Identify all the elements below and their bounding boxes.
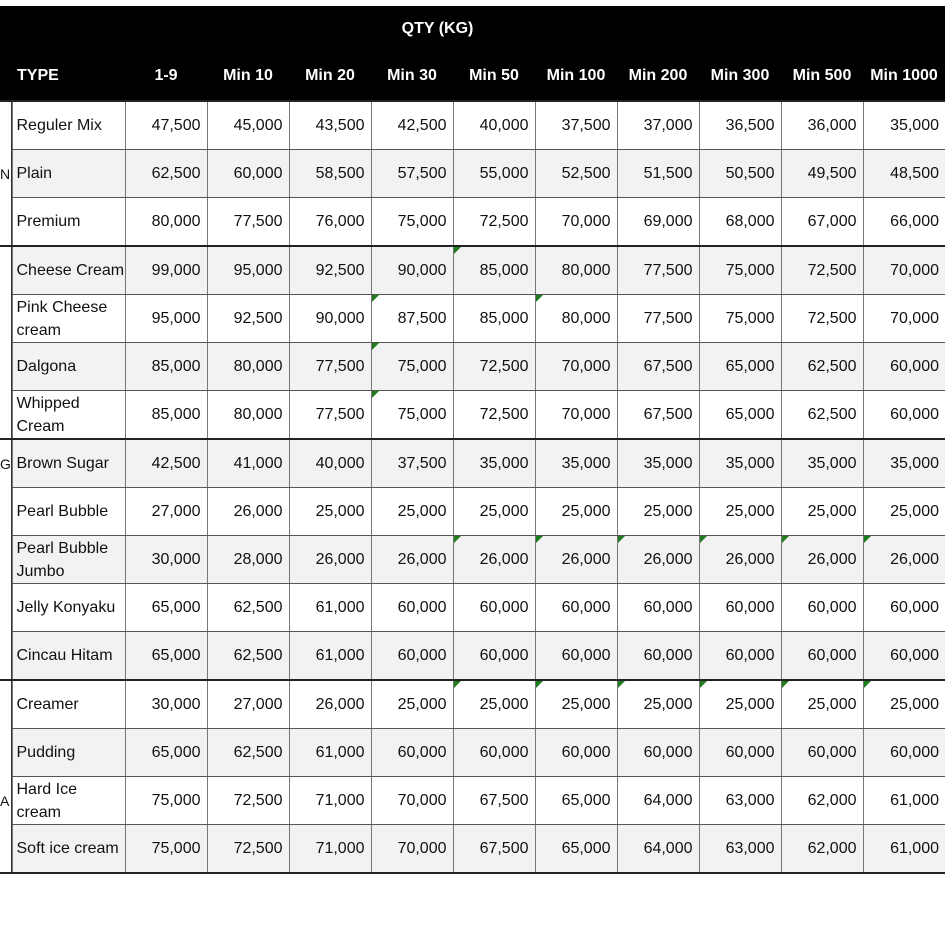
type-column-header: TYPE [12, 52, 125, 101]
price-cell[interactable]: 25,000 [617, 680, 699, 729]
price-cell[interactable]: 61,000 [289, 632, 371, 681]
price-cell[interactable]: 35,000 [535, 439, 617, 488]
price-cell[interactable]: 70,000 [371, 777, 453, 825]
price-cell[interactable]: 35,000 [781, 439, 863, 488]
table-row [0, 295, 945, 343]
qty-column-header: Min 300 [699, 52, 781, 101]
price-cell[interactable]: 25,000 [453, 488, 535, 536]
price-cell[interactable]: 60,000 [699, 584, 781, 632]
price-cell[interactable]: 60,000 [371, 584, 453, 632]
type-cell[interactable]: Premium [12, 198, 125, 247]
row-stub-cell [0, 584, 12, 632]
price-cell[interactable]: 26,000 [207, 488, 289, 536]
row-stub-cell [0, 295, 12, 343]
price-cell[interactable]: 65,000 [699, 343, 781, 391]
price-cell[interactable]: 40,000 [289, 439, 371, 488]
price-cell[interactable]: 95,000 [207, 246, 289, 295]
price-cell[interactable]: 65,000 [125, 632, 207, 681]
price-cell[interactable]: 26,000 [289, 536, 371, 584]
type-cell[interactable]: Brown Sugar [12, 439, 125, 488]
price-cell[interactable]: 61,000 [289, 729, 371, 777]
price-cell[interactable]: 90,000 [289, 295, 371, 343]
table-row [0, 198, 945, 247]
price-cell[interactable]: 57,500 [371, 150, 453, 198]
price-cell[interactable]: 77,500 [207, 198, 289, 247]
price-cell[interactable]: 75,000 [699, 246, 781, 295]
price-cell[interactable]: 26,000 [535, 536, 617, 584]
row-stub-cell [0, 488, 12, 536]
price-cell[interactable]: 70,000 [535, 198, 617, 247]
price-cell[interactable]: 67,500 [617, 391, 699, 440]
price-cell[interactable]: 25,000 [781, 680, 863, 729]
price-cell[interactable]: 90,000 [371, 246, 453, 295]
price-cell[interactable]: 43,500 [289, 101, 371, 150]
price-cell[interactable]: 26,000 [617, 536, 699, 584]
price-cell[interactable]: 67,500 [453, 825, 535, 874]
type-cell[interactable]: Reguler Mix [12, 101, 125, 150]
price-cell[interactable]: 72,500 [453, 391, 535, 440]
price-cell[interactable]: 30,000 [125, 680, 207, 729]
price-cell[interactable]: 63,000 [699, 825, 781, 874]
price-cell[interactable]: 60,000 [535, 729, 617, 777]
price-cell[interactable]: 80,000 [535, 295, 617, 343]
price-cell[interactable]: 41,000 [207, 439, 289, 488]
price-cell[interactable]: 51,500 [617, 150, 699, 198]
price-cell[interactable]: 92,500 [207, 295, 289, 343]
price-cell[interactable]: 27,000 [125, 488, 207, 536]
type-cell[interactable]: Jelly Konyaku [12, 584, 125, 632]
price-cell[interactable]: 62,500 [207, 632, 289, 681]
price-cell[interactable]: 70,000 [535, 343, 617, 391]
price-cell[interactable]: 42,500 [125, 439, 207, 488]
price-cell[interactable]: 37,000 [617, 101, 699, 150]
price-cell[interactable]: 60,000 [535, 632, 617, 681]
price-cell[interactable]: 37,500 [371, 439, 453, 488]
price-cell[interactable]: 64,000 [617, 825, 699, 874]
price-cell[interactable]: 35,000 [453, 439, 535, 488]
price-cell[interactable]: 85,000 [453, 295, 535, 343]
price-cell[interactable]: 26,000 [371, 536, 453, 584]
price-cell[interactable]: 60,000 [699, 632, 781, 681]
price-cell[interactable]: 72,500 [207, 777, 289, 825]
price-cell[interactable]: 60,000 [781, 584, 863, 632]
price-cell[interactable]: 65,000 [125, 729, 207, 777]
qty-column-header: Min 100 [535, 52, 617, 101]
price-cell[interactable]: 65,000 [699, 391, 781, 440]
table-row [0, 680, 945, 729]
price-cell[interactable]: 37,500 [535, 101, 617, 150]
price-cell[interactable]: 60,000 [863, 584, 945, 632]
type-cell[interactable]: Hard Ice cream [12, 777, 125, 825]
price-cell[interactable]: 25,000 [371, 488, 453, 536]
price-cell[interactable]: 25,000 [699, 488, 781, 536]
price-cell[interactable]: 67,000 [781, 198, 863, 247]
table-row [0, 777, 945, 825]
price-cell[interactable]: 25,000 [453, 680, 535, 729]
price-cell[interactable]: 92,500 [289, 246, 371, 295]
price-cell[interactable]: 63,000 [699, 777, 781, 825]
price-cell[interactable]: 47,500 [125, 101, 207, 150]
price-cell[interactable]: 45,000 [207, 101, 289, 150]
price-cell[interactable]: 72,500 [781, 246, 863, 295]
price-cell[interactable]: 95,000 [125, 295, 207, 343]
row-stub-cell: A [0, 777, 12, 825]
table-row [0, 439, 945, 488]
price-cell[interactable]: 60,000 [207, 150, 289, 198]
price-cell[interactable]: 42,500 [371, 101, 453, 150]
price-cell[interactable]: 60,000 [617, 584, 699, 632]
table-row [0, 343, 945, 391]
price-cell[interactable]: 60,000 [863, 343, 945, 391]
price-table-sheet [0, 6, 945, 874]
price-cell[interactable]: 60,000 [453, 584, 535, 632]
price-cell[interactable]: 67,500 [617, 343, 699, 391]
price-cell[interactable]: 65,000 [125, 584, 207, 632]
row-stub-cell [0, 246, 12, 295]
price-cell[interactable]: 26,000 [863, 536, 945, 584]
price-cell[interactable]: 69,000 [617, 198, 699, 247]
price-cell[interactable]: 77,500 [617, 295, 699, 343]
qty-column-header: 1-9 [125, 52, 207, 101]
price-cell[interactable]: 60,000 [699, 729, 781, 777]
price-cell[interactable]: 62,500 [125, 150, 207, 198]
price-table [0, 52, 945, 874]
price-cell[interactable]: 60,000 [535, 584, 617, 632]
qty-column-header: Min 20 [289, 52, 371, 101]
price-cell[interactable]: 30,000 [125, 536, 207, 584]
price-cell[interactable]: 28,000 [207, 536, 289, 584]
table-header [0, 52, 945, 101]
price-cell[interactable]: 40,000 [453, 101, 535, 150]
price-cell[interactable]: 71,000 [289, 825, 371, 874]
price-cell[interactable]: 25,000 [535, 680, 617, 729]
price-cell[interactable]: 58,500 [289, 150, 371, 198]
price-cell[interactable]: 72,500 [781, 295, 863, 343]
price-cell[interactable]: 60,000 [453, 632, 535, 681]
price-cell[interactable]: 75,000 [125, 777, 207, 825]
price-cell[interactable]: 25,000 [371, 680, 453, 729]
price-cell[interactable]: 66,000 [863, 198, 945, 247]
type-cell[interactable]: Pearl Bubble [12, 488, 125, 536]
price-cell[interactable]: 80,000 [207, 343, 289, 391]
price-cell[interactable]: 61,000 [863, 825, 945, 874]
row-stub-cell [0, 536, 12, 584]
price-cell[interactable]: 68,000 [699, 198, 781, 247]
price-cell[interactable]: 75,000 [699, 295, 781, 343]
price-cell[interactable]: 64,000 [617, 777, 699, 825]
price-cell[interactable]: 25,000 [699, 680, 781, 729]
price-cell[interactable]: 60,000 [781, 632, 863, 681]
price-cell[interactable]: 61,000 [863, 777, 945, 825]
price-cell[interactable]: 72,500 [207, 825, 289, 874]
price-cell[interactable]: 25,000 [781, 488, 863, 536]
table-row [0, 150, 945, 198]
qty-column-header: Min 10 [207, 52, 289, 101]
price-cell[interactable]: 62,000 [781, 825, 863, 874]
type-cell[interactable]: Pudding [12, 729, 125, 777]
stub-header [0, 52, 12, 101]
row-stub-cell [0, 391, 12, 440]
row-stub-cell: G [0, 439, 12, 488]
price-cell[interactable]: 60,000 [617, 729, 699, 777]
price-cell[interactable]: 80,000 [125, 198, 207, 247]
type-cell[interactable]: Plain [12, 150, 125, 198]
price-cell[interactable]: 55,000 [453, 150, 535, 198]
table-row [0, 246, 945, 295]
price-cell[interactable]: 70,000 [863, 295, 945, 343]
price-cell[interactable]: 25,000 [863, 680, 945, 729]
price-cell[interactable]: 48,500 [863, 150, 945, 198]
row-stub-cell [0, 729, 12, 777]
price-cell[interactable]: 99,000 [125, 246, 207, 295]
price-cell[interactable]: 77,500 [289, 391, 371, 440]
price-cell[interactable]: 85,000 [453, 246, 535, 295]
price-cell[interactable]: 62,000 [781, 777, 863, 825]
price-cell[interactable]: 49,500 [781, 150, 863, 198]
price-cell[interactable]: 87,500 [371, 295, 453, 343]
price-cell[interactable]: 60,000 [453, 729, 535, 777]
price-cell[interactable]: 67,500 [453, 777, 535, 825]
price-cell[interactable]: 80,000 [535, 246, 617, 295]
price-cell[interactable]: 60,000 [617, 632, 699, 681]
qty-column-header: Min 30 [371, 52, 453, 101]
price-cell[interactable]: 26,000 [453, 536, 535, 584]
type-cell[interactable]: Pearl Bubble Jumbo [12, 536, 125, 584]
type-cell[interactable]: Whipped Cream [12, 391, 125, 440]
qty-title: QTY (KG) [401, 20, 474, 37]
price-cell[interactable]: 36,500 [699, 101, 781, 150]
price-cell[interactable]: 76,000 [289, 198, 371, 247]
row-stub-cell [0, 198, 12, 247]
price-cell[interactable]: 62,500 [781, 343, 863, 391]
price-cell[interactable]: 72,500 [453, 343, 535, 391]
price-cell[interactable]: 65,000 [535, 777, 617, 825]
price-cell[interactable]: 27,000 [207, 680, 289, 729]
price-cell[interactable]: 50,500 [699, 150, 781, 198]
qty-column-header: Min 50 [453, 52, 535, 101]
price-cell[interactable]: 61,000 [289, 584, 371, 632]
type-cell[interactable]: Creamer [12, 680, 125, 729]
price-cell[interactable]: 75,000 [371, 343, 453, 391]
price-cell[interactable]: 26,000 [781, 536, 863, 584]
price-cell[interactable]: 62,500 [781, 391, 863, 440]
price-cell[interactable]: 36,000 [781, 101, 863, 150]
table-body [0, 101, 945, 873]
table-row [0, 584, 945, 632]
row-stub-cell [0, 343, 12, 391]
price-cell[interactable]: 26,000 [289, 680, 371, 729]
price-cell[interactable]: 60,000 [371, 729, 453, 777]
header-row [0, 52, 945, 101]
price-cell[interactable]: 71,000 [289, 777, 371, 825]
table-row [0, 632, 945, 681]
price-cell[interactable]: 35,000 [699, 439, 781, 488]
price-cell[interactable]: 65,000 [535, 825, 617, 874]
price-cell[interactable]: 35,000 [863, 439, 945, 488]
price-cell[interactable]: 35,000 [617, 439, 699, 488]
qty-column-header: Min 200 [617, 52, 699, 101]
price-cell[interactable]: 62,500 [207, 729, 289, 777]
price-cell[interactable]: 60,000 [863, 391, 945, 440]
table-row [0, 729, 945, 777]
price-cell[interactable]: 25,000 [617, 488, 699, 536]
price-cell[interactable]: 80,000 [207, 391, 289, 440]
price-cell[interactable]: 72,500 [453, 198, 535, 247]
price-cell[interactable]: 60,000 [863, 632, 945, 681]
table-row [0, 488, 945, 536]
price-cell[interactable]: 77,500 [289, 343, 371, 391]
price-cell[interactable]: 25,000 [535, 488, 617, 536]
type-cell[interactable]: Soft ice cream [12, 825, 125, 874]
row-stub-cell: N [0, 150, 12, 198]
price-cell[interactable]: 60,000 [371, 632, 453, 681]
price-cell[interactable]: 85,000 [125, 343, 207, 391]
price-cell[interactable]: 60,000 [863, 729, 945, 777]
price-cell[interactable]: 25,000 [863, 488, 945, 536]
price-cell[interactable]: 60,000 [781, 729, 863, 777]
type-cell[interactable]: Pink Cheese cream [12, 295, 125, 343]
price-cell[interactable]: 70,000 [863, 246, 945, 295]
price-cell[interactable]: 70,000 [535, 391, 617, 440]
type-cell[interactable]: Cheese Cream [12, 246, 125, 295]
price-cell[interactable]: 26,000 [699, 536, 781, 584]
price-cell[interactable]: 70,000 [371, 825, 453, 874]
qty-column-header: Min 1000 [863, 52, 945, 101]
price-cell[interactable]: 75,000 [371, 198, 453, 247]
row-stub-cell [0, 825, 12, 874]
price-cell[interactable]: 25,000 [289, 488, 371, 536]
price-cell[interactable]: 35,000 [863, 101, 945, 150]
type-cell[interactable]: Dalgona [12, 343, 125, 391]
price-cell[interactable]: 52,500 [535, 150, 617, 198]
row-stub-cell [0, 680, 12, 729]
price-cell[interactable]: 85,000 [125, 391, 207, 440]
type-cell[interactable]: Cincau Hitam [12, 632, 125, 681]
price-cell[interactable]: 75,000 [371, 391, 453, 440]
price-cell[interactable]: 77,500 [617, 246, 699, 295]
price-cell[interactable]: 75,000 [125, 825, 207, 874]
table-row [0, 391, 945, 440]
row-stub-cell [0, 632, 12, 681]
price-cell[interactable]: 62,500 [207, 584, 289, 632]
table-row [0, 101, 945, 150]
qty-header-bar [0, 6, 945, 52]
qty-column-header: Min 500 [781, 52, 863, 101]
row-stub-cell [0, 101, 12, 150]
table-row [0, 825, 945, 874]
table-row [0, 536, 945, 584]
